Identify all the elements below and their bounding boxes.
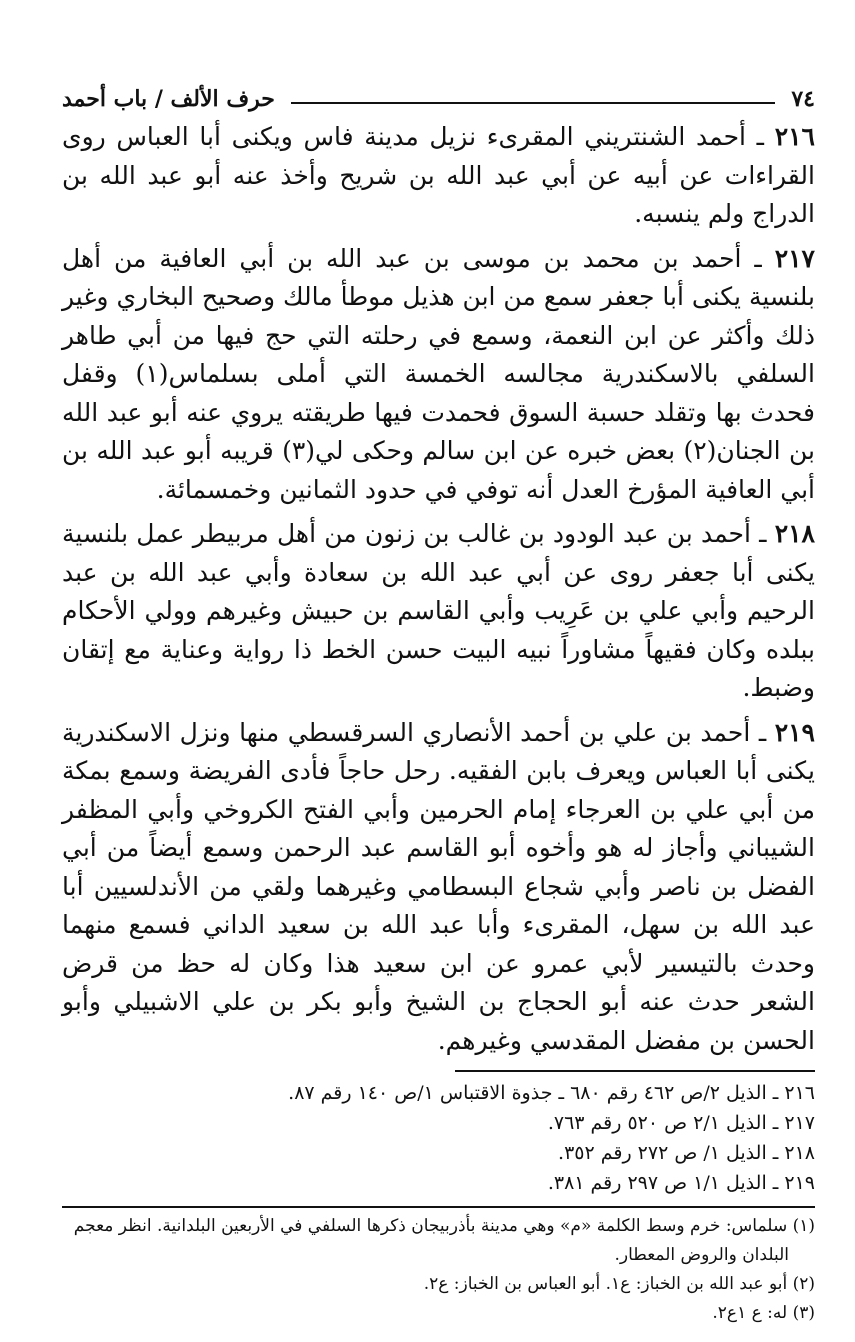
entry-219 xyxy=(62,714,815,1061)
running-title: حرف الألف / باب أحمد xyxy=(62,86,275,112)
entry-number: ٢١٩ xyxy=(774,717,815,747)
source-item: ٢١٦ ـ الذيل ٢/ص ٤٦٢ رقم ٦٨٠ ـ جذوة الاقتباس ١/ص ١٤٠ رقم ٨٧. xyxy=(288,1082,815,1104)
footnote-1-continued: البلدان والروض المعطار. xyxy=(614,1245,789,1265)
page-number: ٧٤ xyxy=(791,86,815,112)
entry-218 xyxy=(62,515,815,708)
entry-216 xyxy=(62,118,815,234)
entry-text: ـ أحمد الشنتريني المقرىء نزيل مدينة فاس ويكنى أبا العباس روى القراءات عن أبيه عن أبي عبد الله بن شريح وأخذ عنه أبو عبد الله بن الدراج ولم ينسبه. xyxy=(62,122,815,228)
running-head xyxy=(62,78,815,112)
entry-number: ٢١٦ xyxy=(774,122,815,151)
sources-list xyxy=(62,1078,815,1198)
header-rule xyxy=(291,102,775,104)
entry-217 xyxy=(62,240,815,510)
footnotes-divider xyxy=(62,1206,815,1208)
source-item: ٢١٨ ـ الذيل ١/ ص ٢٧٢ رقم ٣٥٢. xyxy=(558,1142,815,1164)
sources-divider xyxy=(455,1070,815,1072)
source-item: ٢١٧ ـ الذيل ٢/١ ص ٥٢٠ رقم ٧٦٣. xyxy=(547,1112,815,1134)
entry-text: ـ أحمد بن علي بن أحمد الأنصاري السرقسطي منها ونزل الاسكندرية يكنى أبا العباس ويعرف بابن الفقيه. رحل حاجاً فأدى الفريضة وسمع بمكة من أبي علي بن العرجاء إمام الحرمين وأبي الفتح الكروخي وأبي المظفر الشيباني وأجاز له هو وأخوه أبو القاسم عبد الرحمن وسمع أيضاً من أبي الفضل بن ناصر وأبي شجاع البسطامي وغيرهما ولقي من الأندلسيين أبا عبد الله بن سهل، المقرىء وأبا عبد الله بن سعيد الداني فسمع منهما وحدث بالتيسير لأبي عمرو عن ابن سعيد هذا وكان له حظ من قرض الشعر حدث عنه أبو الحجاج بن الشيخ وأبو بكر بن علي الاشبيلي وأبو الحسن بن مفضل المقدسي وغيرهم. xyxy=(62,717,815,1055)
footnote-2: (٢) أبو عبد الله بن الخباز: ع١. أبو العباس بن الخباز: ع٢. xyxy=(423,1274,815,1294)
footnote-1: (١) سلماس: خرم وسط الكلمة «م» وهي مدينة بأذربيجان ذكرها السلفي في الأربعين البلدانية. انظر معجم xyxy=(73,1216,815,1236)
footnotes xyxy=(62,1212,815,1328)
entry-number: ٢١٨ xyxy=(774,519,815,548)
entry-text: ـ أحمد بن محمد بن موسى بن عبد الله بن أبي العافية من أهل بلنسية يكنى أبا جعفر سمع من ابن هذيل موطأ مالك وصحيح البخاري وغير ذلك وأكثر عن ابن النعمة، وسمع في رحلته التي حج فيها من أبي طاهر السلفي بالاسكندرية مجالسه الخمسة التي أملى بسلماس(١) وقفل فحدث بها وتقلد حسبة السوق فحمدت فيها طريقته يروي عنه أبو عبد الله بن الجنان(٢) بعض خبره عن ابن سالم وحكى لي(٣) قريبه أبو عبد الله بن أبي العافية المؤرخ العدل أنه توفي في حدود الثمانين وخمسمائة. xyxy=(62,243,815,504)
entry-number: ٢١٧ xyxy=(774,243,815,273)
source-item: ٢١٩ ـ الذيل ١/١ ص ٢٩٧ رقم ٣٨١. xyxy=(547,1172,815,1194)
entry-text: ـ أحمد بن عبد الودود بن غالب بن زنون من أهل مربيطر عمل بلنسية يكنى أبا جعفر روى عن أبي عبد الله بن سعادة وأبي عبد الله بن عبد الرحيم وأبي علي بن عَرِيب وأبي القاسم بن حبيش وغيرهم وولي الأحكام ببلده وكان فقيهاً مشاوراً نبيه البيت حسن الخط ذا رواية وعناية مع إتقان وضبط. xyxy=(62,519,815,702)
footnote-3: (٣) له: ع ١ع٢. xyxy=(712,1303,815,1323)
